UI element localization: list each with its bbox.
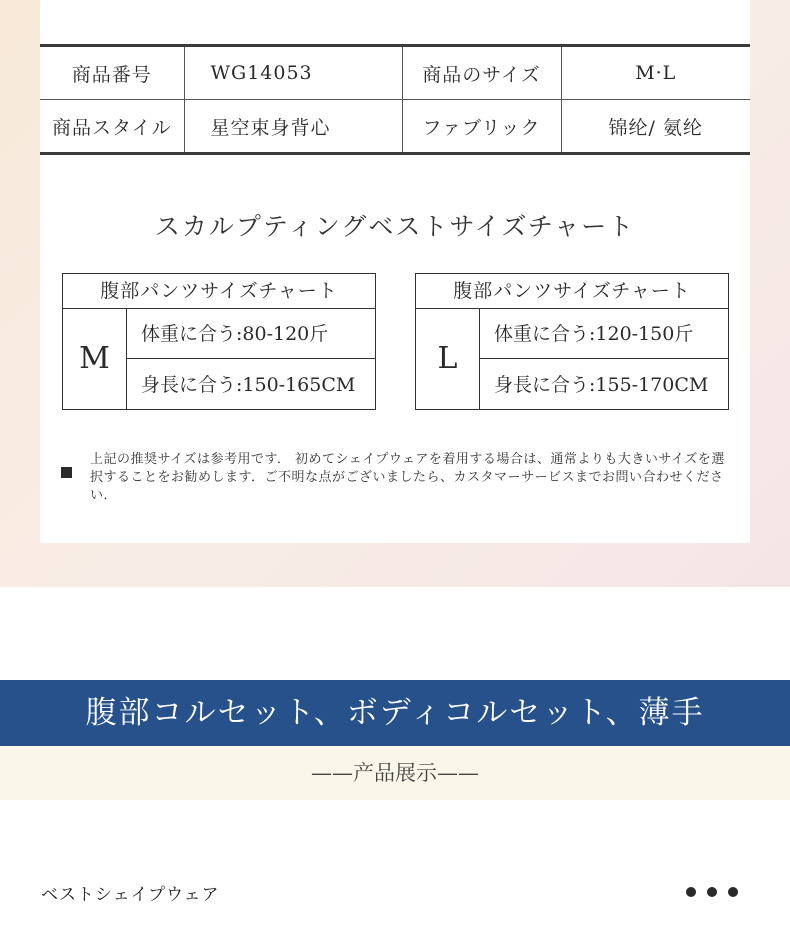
product-size-value: M·L xyxy=(561,46,750,100)
table-row xyxy=(40,46,750,100)
size-letter: L xyxy=(416,309,480,409)
product-info-table xyxy=(40,44,750,155)
size-box-m xyxy=(62,273,376,410)
section-label: ベストシェイプウェア xyxy=(41,885,220,905)
height-range: 身長に合う:155-170CM xyxy=(494,374,709,396)
size-box-l xyxy=(415,273,729,410)
more-dots-icon xyxy=(686,887,742,899)
size-box-header: 腹部パンツサイズチャート xyxy=(63,274,375,309)
banner-subtitle: ——产品展示—— xyxy=(0,746,790,800)
weight-range: 体重に合う:80-120斤 xyxy=(127,309,375,359)
product-number-value: WG14053 xyxy=(184,46,402,100)
banner-title: 腹部コルセット、ボディコルセット、薄手 xyxy=(0,680,790,746)
fabric-value: 锦纶/ 氨纶 xyxy=(608,116,703,139)
product-style-value: 星空束身背心 xyxy=(184,100,402,154)
weight-range: 体重に合う:120-150斤 xyxy=(480,309,728,359)
height-range: 身長に合う:150-165CM xyxy=(141,374,356,396)
size-note: 上記の推奨サイズは参考用です． 初めてシェイプウェアを着用する場合は、通常よりも大きいサイズを選択することをお勧めします．ご不明な点がございましたら、カスタマーサービスまでお問い合わせください． xyxy=(90,452,725,503)
size-box-header: 腹部パンツサイズチャート xyxy=(416,274,728,309)
bullet-square-icon xyxy=(61,467,72,478)
product-number-label: 商品番号 xyxy=(40,46,184,100)
product-size-label: 商品のサイズ xyxy=(402,46,561,100)
fabric-label: ファブリック xyxy=(402,100,561,154)
product-style-label: 商品スタイル xyxy=(40,100,184,154)
size-letter: M xyxy=(63,309,127,409)
table-row xyxy=(40,100,750,154)
size-chart-title: スカルプティングベストサイズチャート xyxy=(154,212,636,241)
